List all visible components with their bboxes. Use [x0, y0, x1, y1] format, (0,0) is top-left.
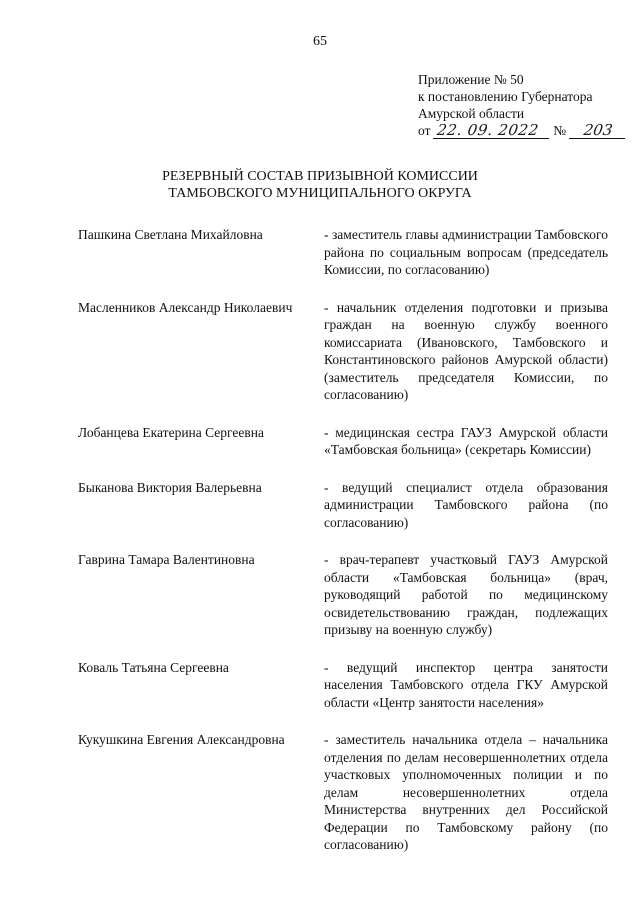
member-list	[78, 226, 608, 874]
member-row	[78, 299, 608, 404]
appendix-region: Амурской области	[418, 106, 525, 121]
member-position: - начальник отделения подготовки и призыва граждан на военную службу военного комиссариата (Ивановского, Тамбовского и Константиновского районов Амурской области) (заместитель председателя Комиссии, по согласованию)	[324, 299, 608, 402]
member-row	[78, 731, 608, 854]
member-position: - врач-терапевт участковый ГАУЗ Амурской области «Тамбовская больница» (врач, руководящий работой по медицинскому освидетельствованию граждан, подлежащих призыву на военную службу)	[324, 552, 608, 637]
member-name: Лобанцева Екатерина Сергеевна	[78, 424, 264, 440]
document-title	[0, 168, 640, 202]
member-name: Кукушкина Евгения Александровна	[78, 732, 285, 747]
member-row	[78, 659, 608, 712]
member-row	[78, 479, 608, 532]
member-name: Масленников Александр Николаевич	[78, 299, 293, 315]
member-position: - заместитель главы администрации Тамбовского района по социальным вопросам (председатель Комиссии, по согласованию)	[324, 227, 608, 277]
member-name: Коваль Татьяна Сергеевна	[78, 659, 229, 675]
member-name: Быканова Виктория Валерьевна	[78, 479, 262, 495]
member-position: - заместитель начальника отдела – начальника отделения по делам несовершеннолетних отдела участковых уполномоченных полиции и по делам несовершеннолетних отдела Министерства внутренних дел Российской Федерации по Тамбовскому району (по согласованию)	[324, 732, 608, 852]
member-name: Пашкина Светлана Михайловна	[78, 227, 263, 242]
handwritten-date: 22. 09. 2022	[433, 123, 551, 139]
appendix-decree: к постановлению Губернатора	[418, 89, 593, 104]
member-name: Гаврина Тамара Валентиновна	[78, 552, 255, 567]
number-prefix: №	[553, 123, 567, 138]
page-number: 65	[313, 34, 327, 49]
member-position: - ведущий специалист отдела образования администрации Тамбовского района (по согласованию)	[324, 479, 608, 530]
title-line-1: РЕЗЕРВНЫЙ СОСТАВ ПРИЗЫВНОЙ КОМИССИИ	[162, 169, 478, 184]
member-position: - медицинская сестра ГАУЗ Амурской области «Тамбовская больница» (секретарь Комиссии)	[324, 424, 608, 457]
member-row	[78, 226, 608, 279]
handwritten-number: 203	[568, 123, 626, 139]
appendix-block	[418, 71, 628, 139]
title-line-2: ТАМБОВСКОГО МУНИЦИПАЛЬНОГО ОКРУГА	[168, 186, 472, 201]
appendix-title: Приложение № 50	[418, 72, 524, 87]
appendix-date-line	[418, 122, 628, 139]
member-row	[78, 551, 608, 639]
member-row	[78, 424, 608, 459]
date-prefix: от	[418, 123, 431, 138]
member-position: - ведущий инспектор центра занятости населения Тамбовского отдела ГКУ Амурской области «Центр занятости населения»	[324, 659, 608, 710]
